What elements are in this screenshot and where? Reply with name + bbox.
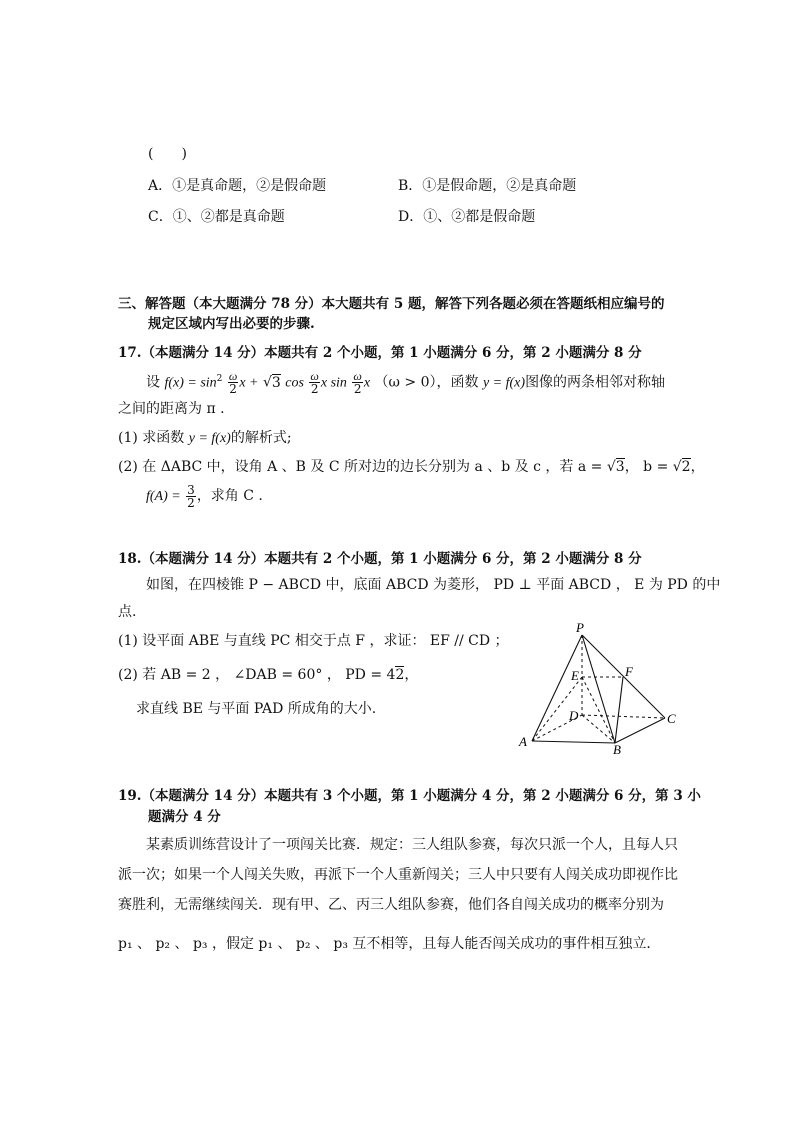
q18-header: 18.（本题满分 14 分）本题共有 2 个小题，第 1 小题满分 6 分，第 2 小题满分 8 分 — [118, 551, 642, 567]
q17-let: 设 — [146, 374, 160, 391]
q17-part2-line1: (2) 在 ΔABC 中，设角 A 、B 及 C 所对边的边长分别为 a 、b 及 c ，若 a = √3， b = √2， — [118, 459, 705, 475]
label-A: A — [519, 734, 527, 749]
edge-AB — [532, 741, 615, 743]
q18-body-line2: 点. — [118, 604, 137, 620]
label-E: E — [571, 668, 579, 683]
q17-y-equals-fx: y = f(x) — [482, 375, 526, 391]
q19-body-line2: 派一次；如果一个人闯关失败，再派下一个人重新闯关；三人中只要有人闯关成功即视作比 — [118, 867, 678, 883]
q19-body-line4: p₁ 、 p₂ 、 p₃ ，假定 p₁ 、 p₂ 、 p₃ 互不相等，且每人能否闯关成功的事件相互独立． — [118, 936, 661, 952]
segment-DB — [582, 715, 615, 743]
option-a: A．①是真命题，②是假命题 — [148, 178, 327, 194]
label-B: B — [613, 742, 621, 755]
q18-body-line1: 如图，在四棱锥 P − ABCD 中，底面 ABCD 为菱形， PD ⊥ 平面 ABCD ， E 为 PD 的中 — [146, 577, 721, 593]
section3-heading-line1: 三、解答题（本大题满分 78 分）本大题共有 5 题，解答下列各题必须在答题纸相应编号的 — [118, 296, 665, 312]
q19-body-line3: 赛胜利，无需继续闯关．现有甲、乙、丙三人组队参赛，他们各自闯关成功的概率分别为 — [118, 897, 664, 913]
edge-BC — [615, 718, 665, 743]
q17-cos: cos — [285, 375, 304, 391]
q17-fx-sin: f(x) = sin — [164, 375, 217, 391]
label-D: D — [569, 708, 579, 723]
q17-frac-omega-half-3: $\frac{\omega}{2}$ — [353, 369, 362, 397]
q17-frac-three-halves: $\frac{3}{2}$ — [187, 482, 195, 510]
section3-heading-line2: 规定区域内写出必要的步骤. — [148, 316, 315, 332]
option-d: D．①、②都是假命题 — [398, 209, 536, 225]
q17-part1: (1) 求函数 y = f(x)的解析式; — [118, 430, 292, 446]
q17-x-sin: x sin — [320, 375, 347, 391]
q17-root-sign: √ — [262, 374, 272, 391]
q17-statement-tail: 图像的两条相邻对称轴 — [525, 374, 666, 391]
q17-condition: （ω > 0），函数 — [374, 374, 479, 391]
answer-parentheses: ( ) — [148, 146, 187, 162]
q17-x-plus: x + — [239, 375, 259, 391]
q18-part2-line2: 求直线 BE 与平面 PAD 所成角的大小. — [136, 701, 377, 717]
option-b: B．①是假命题，②是真命题 — [398, 178, 577, 194]
q17-frac-omega-half-2: $\frac{\omega}{2}$ — [310, 369, 319, 397]
q18-part2-line1: (2) 若 AB = 2 ， ∠DAB = 60° ， PD = 42， — [118, 667, 419, 683]
segment-EB — [582, 677, 615, 743]
q17-x: x — [363, 375, 371, 391]
edge-DC — [582, 715, 665, 718]
q17-frac-omega-half-1: $\frac{\omega}{2}$ — [228, 369, 238, 397]
q17-part2-line2: f(A) = $\frac{3}{2}$ ，求角 C . — [146, 482, 263, 510]
segment-FB — [615, 677, 623, 743]
q17-header: 17.（本题满分 14 分）本题共有 2 个小题，第 1 小题满分 6 分，第 2 小题满分 8 分 — [118, 345, 642, 361]
option-c: C．①、②都是真命题 — [148, 209, 285, 225]
q17-statement-line1 — [146, 364, 665, 399]
q17-statement-line2: 之间的距离为 π . — [118, 401, 225, 417]
q19-header-line2: 题满分 4 分 — [148, 809, 221, 825]
q19-header-line1: 19.（本题满分 14 分）本题共有 3 个小题，第 1 小题满分 4 分，第 2 小题满分 6 分，第 3 小 — [118, 788, 701, 804]
edge-PA — [532, 635, 582, 741]
label-F: F — [625, 664, 633, 679]
q17-square: 2 — [216, 374, 223, 384]
pyramid-figure — [510, 620, 685, 755]
label-C: C — [667, 711, 676, 726]
q19-body-line1: 某素质训练营设计了一项闯关比赛．规定：三人组队参赛，每次只派一个人，且每人只 — [146, 837, 678, 853]
q18-part1: (1) 设平面 ABE 与直线 PC 相交于点 F ，求证： EF // CD ； — [118, 633, 509, 649]
q17-root-3: 3 — [271, 374, 281, 391]
label-P: P — [576, 620, 584, 635]
